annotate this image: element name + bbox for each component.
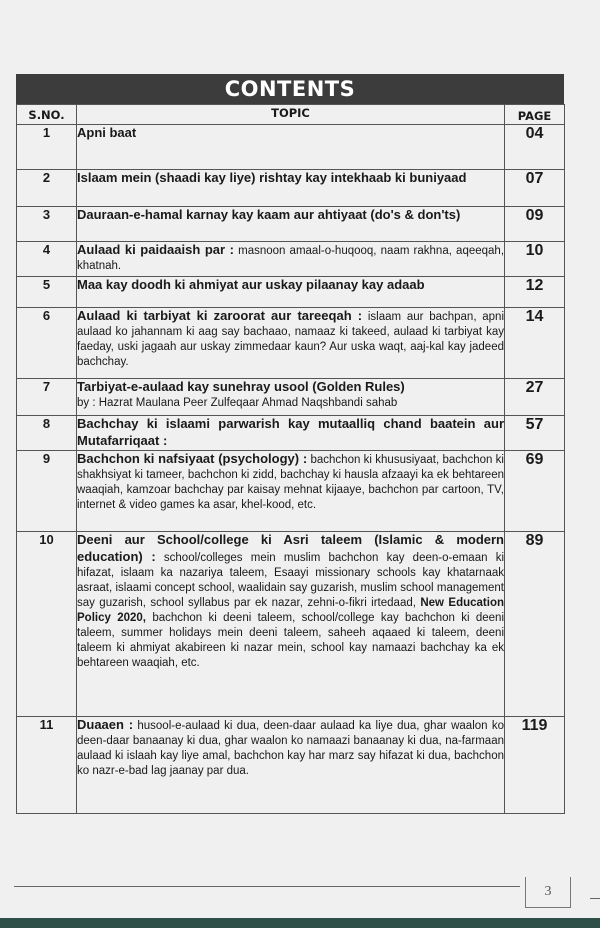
topic-title: Deeni aur School/college ki Asri taleem (Islamic & modern education) : [77,532,504,564]
page-number-cell: 10 [505,242,565,277]
topic-title: Islaam mein (shaadi kay liye) rishtay kay intekhaab ki buniyaad [77,170,467,185]
page-number-cell: 07 [505,170,565,207]
page-number-cell: 89 [505,532,565,717]
table-row [17,451,565,532]
page-number-cell: 119 [505,717,565,814]
topic-cell [77,207,505,242]
page-number-cell: 57 [505,416,565,451]
row-number: 3 [17,207,77,242]
page-number-cell: 27 [505,379,565,416]
topic-cell [77,451,505,532]
row-number: 2 [17,170,77,207]
page-column-header: PAGE [505,105,565,125]
topic-detail: islaam aur bachpan, apni aulaad ko jahannam ki aag say bachaao, namaaz ki takeed, aulaad ki tarbiyat kay faeday, uski jagaah aur uskay zimmedaar kaun? Aur uska waqt, aaj-kal kay jadeed bachchay. [77,311,505,368]
table-row [17,717,565,814]
topic-cell [77,379,505,416]
topic-cell [77,170,505,207]
footer-color-band [0,918,600,928]
topic-column-header: TOPIC [77,105,505,125]
page-number-cell: 12 [505,277,565,308]
topic-detail: bachchon ki khususiyaat, bachchon ki shakhsiyat ki tameer, bachchon ki zidd, bachchay ki hausla afzaayi ka ek behtareen waaqiah, kamzoar bachchay par kaisay mehnat kijaaye, bachchon par cartoon, TV, internet & video games ka asar, khel-kood, etc. [77,454,504,511]
contents-table [16,104,565,814]
table-row [17,277,565,308]
topic-title: Duaaen : [77,717,134,732]
topic-title: Tarbiyat-e-aulaad kay sunehray usool (Golden Rules) [77,379,405,394]
table-header-row [17,105,565,125]
topic-cell [77,308,505,379]
topic-cell [77,416,505,451]
table-row [17,207,565,242]
topic-cell [77,242,505,277]
row-number: 11 [17,717,77,814]
topic-cell [77,717,505,814]
topic-detail: masnoon amaal-o-huqooq, naam rakhna, aqeeqah, khatnah. [77,245,505,272]
row-number: 9 [17,451,77,532]
page-number-cell: 14 [505,308,565,379]
topic-title: Bachchon ki nafsiyaat (psychology) : [77,451,308,466]
topic-title: Aulaad ki paidaaish par : [77,242,234,257]
footer-rule [14,886,520,887]
table-row [17,125,565,170]
row-number: 5 [17,277,77,308]
topic-title: Maa kay doodh ki ahmiyat aur uskay pilaanay kay adaab [77,277,425,292]
row-number: 8 [17,416,77,451]
table-row [17,379,565,416]
topic-title: Bachchay ki islaami parwarish kay mutaalliq chand baatein aur Mutafarriqaat : [77,416,504,448]
sno-column-header: S.NO. [17,105,77,125]
page-number: 3 [525,877,571,908]
row-number: 1 [17,125,77,170]
row-number: 6 [17,308,77,379]
row-number: 4 [17,242,77,277]
table-row [17,532,565,717]
table-row [17,416,565,451]
topic-title: Apni baat [77,125,137,140]
topic-detail: husool-e-aulaad ki dua, deen-daar aulaad ka liye dua, ghar waalon ko deen-daar banaanay ki dua, ghar waalon ko namaazi banaanay ki dua, na-farmaan aulaad ki islaah kay liye amal, bachchon kay har marz say hifazat ki dua, bachchon ko nazr-e-bad lag jaanay par dua. [77,720,505,777]
table-row [17,308,565,379]
table-row [17,242,565,277]
topic-title: Dauraan-e-hamal karnay kay kaam aur ahtiyaat (do's & don'ts) [77,207,461,222]
topic-detail-end: bachchon ki deeni taleem, school/college kay bachchon ki deeni taleem, summer holidays mein deeni taleem, saheeh aqaaed ki taleem, deeni taleem ki ahmiyat akabireen ki nazar mein, school kay namaazi bachchay ka ek behtareen waaqiah, etc. [77,612,504,669]
topic-title: Aulaad ki tarbiyat ki zaroorat aur tareeqah : [77,308,363,323]
page-number-cell: 69 [505,451,565,532]
footer-rule-right [590,898,600,899]
topic-detail: school/colleges mein muslim bachchon kay deen-o-emaan ki hifazat, islaam ka nazariya taleem, Esaayi missionary schools kay khatarnaak asraat, islaami concept school, waalidain say guzarish, muslim school management say guzarish, school syllabus par ek nazar, zehni-o-fikri irtedaad, [77,552,504,609]
page-number-cell: 04 [505,125,565,170]
topic-cell [77,125,505,170]
topic-cell [77,277,505,308]
topic-cell [77,532,505,717]
row-number: 10 [17,532,77,717]
table-row [17,170,565,207]
topic-detail: by : Hazrat Maulana Peer Zulfeqaar Ahmad Naqshbandi sahab [77,397,398,409]
row-number: 7 [17,379,77,416]
topic-detail-highlight: New Education Policy 2020, [77,597,505,624]
page-number-cell: 09 [505,207,565,242]
contents-heading: CONTENTS [16,74,564,105]
